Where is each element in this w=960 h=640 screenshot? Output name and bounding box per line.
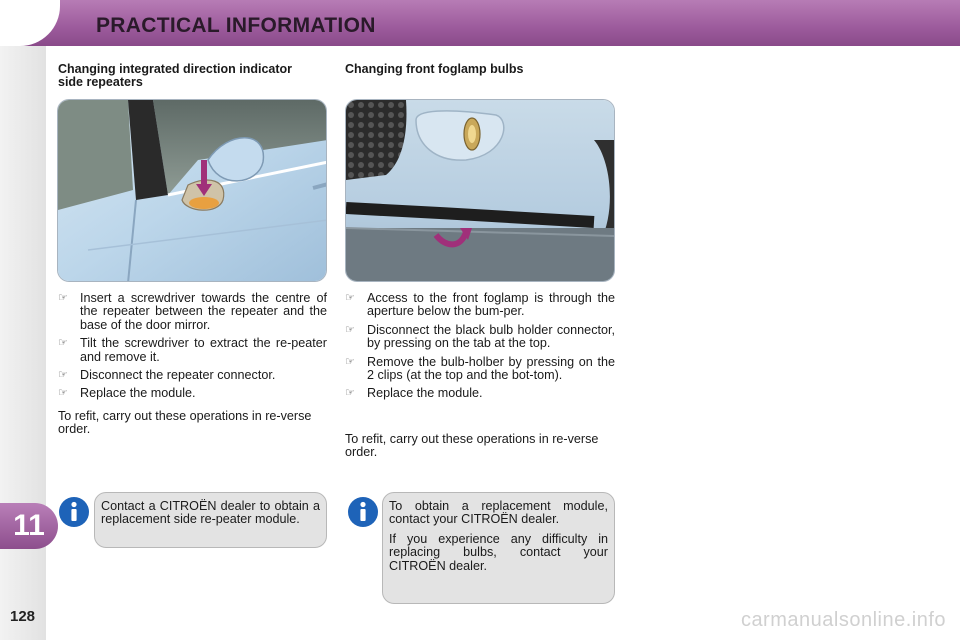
list-item: ☞ Disconnect the repeater connector. — [58, 368, 276, 383]
foglamp-steps — [345, 292, 615, 406]
watermark: carmanualsonline.info — [740, 609, 946, 631]
info-icon — [347, 496, 379, 528]
pointing-hand-icon: ☞ — [58, 337, 68, 350]
refit-note-left: To refit, carry out these operations in re-verse order. — [58, 409, 312, 437]
page-title: PRACTICAL INFORMATION — [96, 14, 376, 37]
chapter-tab: 11 — [0, 503, 58, 549]
page-number: 128 — [10, 608, 36, 625]
pointing-hand-icon: ☞ — [345, 292, 355, 304]
list-item: ☞ Replace the module. — [58, 386, 196, 401]
list-item: ☞ Disconnect the black bulb holder connector, by pressing on the tab at the top. — [345, 322, 615, 351]
info-icon — [58, 496, 90, 528]
foglamp-illustration — [345, 99, 615, 282]
list-item: ☞ Remove the bulb-holber by pressing on the 2 clips (at the top and the bot-tom). — [345, 354, 615, 383]
list-item: ☞ Tilt the screwdriver to extract the re-peater and remove it. — [58, 336, 327, 364]
info-text: Contact a CITROËN dealer to obtain a replacement side re-peater module. — [101, 499, 320, 527]
refit-note-right: To refit, carry out these operations in re-verse order. — [345, 432, 599, 460]
list-item: ☞ Replace the module. — [345, 386, 483, 401]
foglamp-drawing — [346, 100, 615, 282]
list-item: ☞ Insert a screwdriver towards the centre of the repeater between the repeater and the base of the door mirror. — [58, 291, 327, 332]
pointing-hand-icon: ☞ — [345, 323, 355, 336]
pointing-hand-icon: ☞ — [58, 292, 68, 304]
side-repeater-steps — [58, 292, 327, 406]
info-box-right — [382, 492, 615, 604]
info-box-left — [94, 492, 327, 548]
pointing-hand-icon: ☞ — [58, 387, 68, 400]
info-text: If you experience any difficulty in replacing bulbs, contact your CITROËN dealer. — [389, 531, 608, 573]
pointing-hand-icon: ☞ — [58, 369, 68, 382]
pointing-hand-icon: ☞ — [345, 387, 355, 400]
side-strip — [0, 46, 46, 640]
section-title-side-repeaters: Changing integrated direction indicator side repeaters — [58, 62, 293, 89]
list-item: ☞ Access to the front foglamp is through the aperture below the bum-per. — [345, 291, 615, 319]
info-text: To obtain a replacement module, contact your CITROËN dealer. — [389, 499, 608, 527]
side-repeater-drawing — [58, 100, 327, 282]
pointing-hand-icon: ☞ — [345, 355, 355, 368]
side-repeater-illustration — [57, 99, 327, 282]
section-title-foglamp: Changing front foglamp bulbs — [345, 62, 524, 76]
